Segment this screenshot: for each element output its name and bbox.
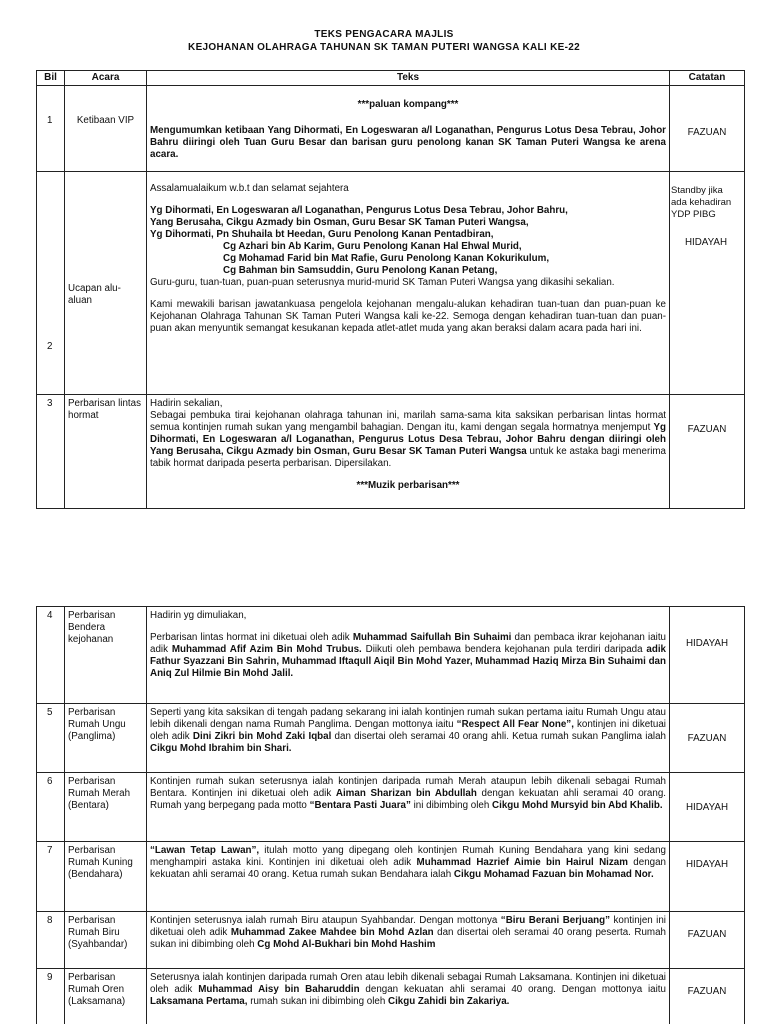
dignitary-line: Yg Dihormati, Pn Shuhaila bt Heedan, Guru Penolong Kanan Pentadbiran,: [150, 229, 494, 240]
row-acara: [65, 172, 147, 395]
paragraph: Seterusnya ialah kontinjen daripada rumah Oren atau lebih dikenali sebagai Rumah Laksamana. Kontinjen ini diketuai oleh adik Muhammad Aisy bin Baharuddin dengan kekuatan ahli seramai 40 orang. Dengan mottonya iaitu Laksamana Pertama, rumah sukan ini dibimbing oleh Cikgu Zahidi bin Zakariya.: [150, 972, 666, 1007]
note-text: Standby jika ada kehadiran YDP PIBG: [671, 185, 732, 220]
emcee-name: FAZUAN: [687, 986, 727, 997]
announcement-text: Mengumumkan ketibaan Yang Dihormati, En Logeswaran a/l Loganathan, Pengurus Lotus Desa Tebrau, Johor Bahru diiringi oleh Tuan Guru Besar dan barisan guru penolong kanan SK Taman Puteri Wangsa ke arena acara.: [150, 125, 666, 160]
greeting-text: Assalamualaikum w.b.t dan selamat sejahtera: [150, 183, 349, 194]
row-number: 5: [47, 707, 53, 718]
row-acara: [65, 86, 147, 172]
document-subtitle: KEJOHANAN OLAHRAGA TAHUNAN SK TAMAN PUTERI WANGSA KALI KE-22: [188, 42, 580, 53]
paragraph: Perbarisan lintas hormat ini diketuai oleh adik Muhammad Saifullah Bin Suhaimi dan pembaca ikrar kejohanan iaitu adik Muhammad Afif Azim Bin Mohd Trubus. Diikuti oleh pembawa bendera kejohanan pula terdiri daripada adik Fathur Syazzani Bin Sahrin, Muhammad Iftaqull Aiqil Bin Mohd Yazer, Muhammad Haziq Mirza Bin Suhaimi dan Aniq Zul Hilmie Bin Mohd Jalil.: [150, 632, 666, 679]
emcee-name: FAZUAN: [687, 733, 727, 744]
paragraph: Hadirin yg dimuliakan,: [150, 610, 247, 621]
row-number: 9: [47, 972, 53, 983]
table-row: [37, 773, 745, 842]
table-row: [37, 607, 745, 704]
row-acara: [65, 912, 147, 969]
emcee-name: FAZUAN: [687, 127, 727, 138]
header-bil: Bil: [37, 71, 65, 86]
row-teks: [147, 912, 670, 969]
event-name: Ketibaan VIP: [76, 115, 135, 126]
row-teks: [147, 773, 670, 842]
paragraph: Seperti yang kita saksikan di tengah padang sekarang ini ialah kontinjen rumah sukan pertama iaitu Rumah Ungu atau lebih dikenali dengan nama Rumah Panglima. Dengan mottonya iaitu “Respect All Fear None”, kontinjen ini diketuai oleh adik Dini Zikri bin Mohd Zaki Iqbal dan disertai oleh seramai 40 orang ahli. Ketua rumah sukan Panglima ialah Cikgu Mohd Ibrahim bin Shari.: [150, 707, 666, 754]
emcee-name: HIDAYAH: [684, 237, 728, 248]
row-teks: [147, 86, 670, 172]
row-teks: [147, 969, 670, 1024]
row-catatan: [670, 607, 745, 704]
row-number: 3: [47, 398, 53, 409]
row-catatan: [670, 912, 745, 969]
header-acara: Acara: [65, 71, 147, 86]
table-row: [37, 912, 745, 969]
table-row: [37, 969, 745, 1024]
dignitary-line: Yang Berusaha, Cikgu Azmady bin Osman, Guru Besar SK Taman Puteri Wangsa,: [150, 217, 529, 228]
row-acara: [65, 607, 147, 704]
emcee-name: FAZUAN: [687, 424, 727, 435]
emcee-name: FAZUAN: [687, 929, 727, 940]
dignitary-line: Cg Bahman bin Samsuddin, Guru Penolong Kanan Petang,: [223, 265, 498, 276]
document-title: TEKS PENGACARA MAJLIS: [314, 29, 454, 40]
stage-direction: ***Muzik perbarisan***: [356, 480, 460, 491]
table-row: [37, 704, 745, 773]
row-bil: [37, 86, 65, 172]
row-catatan: [670, 842, 745, 912]
row-acara: [65, 969, 147, 1024]
row-bil: [37, 704, 65, 773]
table-row: [37, 172, 745, 395]
row-catatan: [670, 395, 745, 509]
row-acara: [65, 395, 147, 509]
stage-direction: ***paluan kompang***: [357, 99, 459, 110]
event-name: Perbarisan Rumah Oren (Laksamana): [68, 972, 126, 1007]
row-bil: [37, 172, 65, 395]
paragraph: Kontinjen rumah sukan seterusnya ialah kontinjen daripada rumah Merah ataupun lebih dikenali sebagai Rumah Bentara. Kontinjen ini diketuai oleh adik Aiman Sharizan bin Abdullah dengan kekuatan ahli seramai 40 orang. Rumah yang berpegang pada motto “Bentara Pasti Juara” ini dibimbing oleh Cikgu Mohd Mursyid bin Abd Khalib.: [150, 776, 666, 811]
row-teks: [147, 704, 670, 773]
row-catatan: [670, 172, 745, 395]
table-row: [37, 395, 745, 509]
emcee-name: HIDAYAH: [685, 859, 729, 870]
event-name: Ucapan alu-aluan: [68, 283, 121, 306]
row-bil: [37, 395, 65, 509]
event-name: Perbarisan Rumah Kuning (Bendahara): [68, 845, 133, 880]
row-bil: [37, 842, 65, 912]
row-acara: [65, 842, 147, 912]
row-catatan: [670, 773, 745, 842]
row-bil: [37, 607, 65, 704]
row-number: 7: [47, 845, 53, 856]
dignitary-line: Cg Mohamad Farid bin Mat Rafie, Guru Penolong Kanan Kokurikulum,: [223, 253, 550, 264]
event-name: Perbarisan Rumah Ungu (Panglima): [68, 707, 126, 742]
emcee-name: HIDAYAH: [685, 638, 729, 649]
table-header-row: [37, 71, 745, 86]
row-number: 1: [47, 115, 53, 126]
row-catatan: [670, 969, 745, 1024]
paragraph: Kami mewakili barisan jawatankuasa pengelola kejohanan mengalu-alukan kehadiran tuan-tuan dan puan-puan ke Kejohanan Olahraga Tahunan SK Taman Puteri Wangsa kali ke-22. Semoga dengan kehadiran tuan-tuan dan puan-puan akan menyuntik semangat kesukanan kepada atlet-atlet muda yang akan beraksi dalam acara pada hari ini.: [150, 299, 666, 334]
row-teks: [147, 607, 670, 704]
event-name: Perbarisan Rumah Merah (Bentara): [68, 776, 131, 811]
emcee-name: HIDAYAH: [685, 802, 729, 813]
row-bil: [37, 912, 65, 969]
header-teks: Teks: [147, 71, 670, 86]
row-number: 6: [47, 776, 53, 787]
event-name: Perbarisan Bendera kejohanan: [68, 610, 116, 645]
row-number: 4: [47, 610, 53, 621]
header-catatan: Catatan: [670, 71, 745, 86]
dignitary-line: Yg Dihormati, En Logeswaran a/l Loganathan, Pengurus Lotus Desa Tebrau, Johor Bahru,: [150, 205, 568, 216]
row-teks: [147, 842, 670, 912]
row-bil: [37, 969, 65, 1024]
table-row: [37, 842, 745, 912]
row-acara: [65, 704, 147, 773]
paragraph: Guru-guru, tuan-tuan, puan-puan seterusnya murid-murid SK Taman Puteri Wangsa yang dikasihi sekalian.: [150, 277, 615, 288]
paragraph: Sebagai pembuka tirai kejohanan olahraga tahunan ini, marilah sama-sama kita saksikan perbarisan lintas hormat semua kontinjen rumah sukan yang mengambil bahagian. Dengan itu, kami dengan segala hormatnya menjemput Yg Dihormati, En Logeswaran a/l Loganathan, Pengurus Lotus Desa Tebrau, Johor Bahru dengan diiringi oleh Yang Berusaha, Cikgu Azmady bin Osman, Guru Besar SK Taman Puteri Wangsa untuk ke astaka bagi menerima tabik hormat daripada peserta perbarisan. Dipersilakan.: [150, 410, 666, 469]
event-name: Perbarisan lintas hormat: [68, 398, 141, 421]
paragraph: Kontinjen seterusnya ialah rumah Biru ataupun Syahbandar. Dengan mottonya “Biru Berani Berjuang” kontinjen ini diketuai oleh adik Muhammad Zakee Mahdee bin Mohd Azlan dan disertai oleh seramai 40 orang peserta. Rumah sukan ini dibimbing oleh Cg Mohd Al-Bukhari bin Mohd Hashim: [150, 915, 666, 950]
dignitary-line: Cg Azhari bin Ab Karim, Guru Penolong Kanan Hal Ehwal Murid,: [223, 241, 522, 252]
row-teks: [147, 395, 670, 509]
paragraph: Hadirin sekalian,: [150, 398, 223, 409]
row-acara: [65, 773, 147, 842]
event-name: Perbarisan Rumah Biru (Syahbandar): [68, 915, 128, 950]
row-catatan: [670, 86, 745, 172]
row-teks: [147, 172, 670, 395]
row-number: 2: [47, 341, 53, 352]
paragraph: “Lawan Tetap Lawan”, itulah motto yang dipegang oleh kontinjen Rumah Kuning Bendahara yang kini sedang menghampiri astaka kini. Kontinjen ini diketuai oleh adik Muhammad Hazrief Aimie bin Hairul Nizam dengan kekuatan ahli seramai 40 orang. Ketua rumah sukan Bendahara ialah Cikgu Mohamad Fazuan bin Mohamad Nor.: [150, 845, 666, 880]
script-table-2: [36, 606, 745, 1024]
table-row: [37, 86, 745, 172]
row-number: 8: [47, 915, 53, 926]
script-table-1: [36, 70, 745, 509]
row-catatan: [670, 704, 745, 773]
row-bil: [37, 773, 65, 842]
